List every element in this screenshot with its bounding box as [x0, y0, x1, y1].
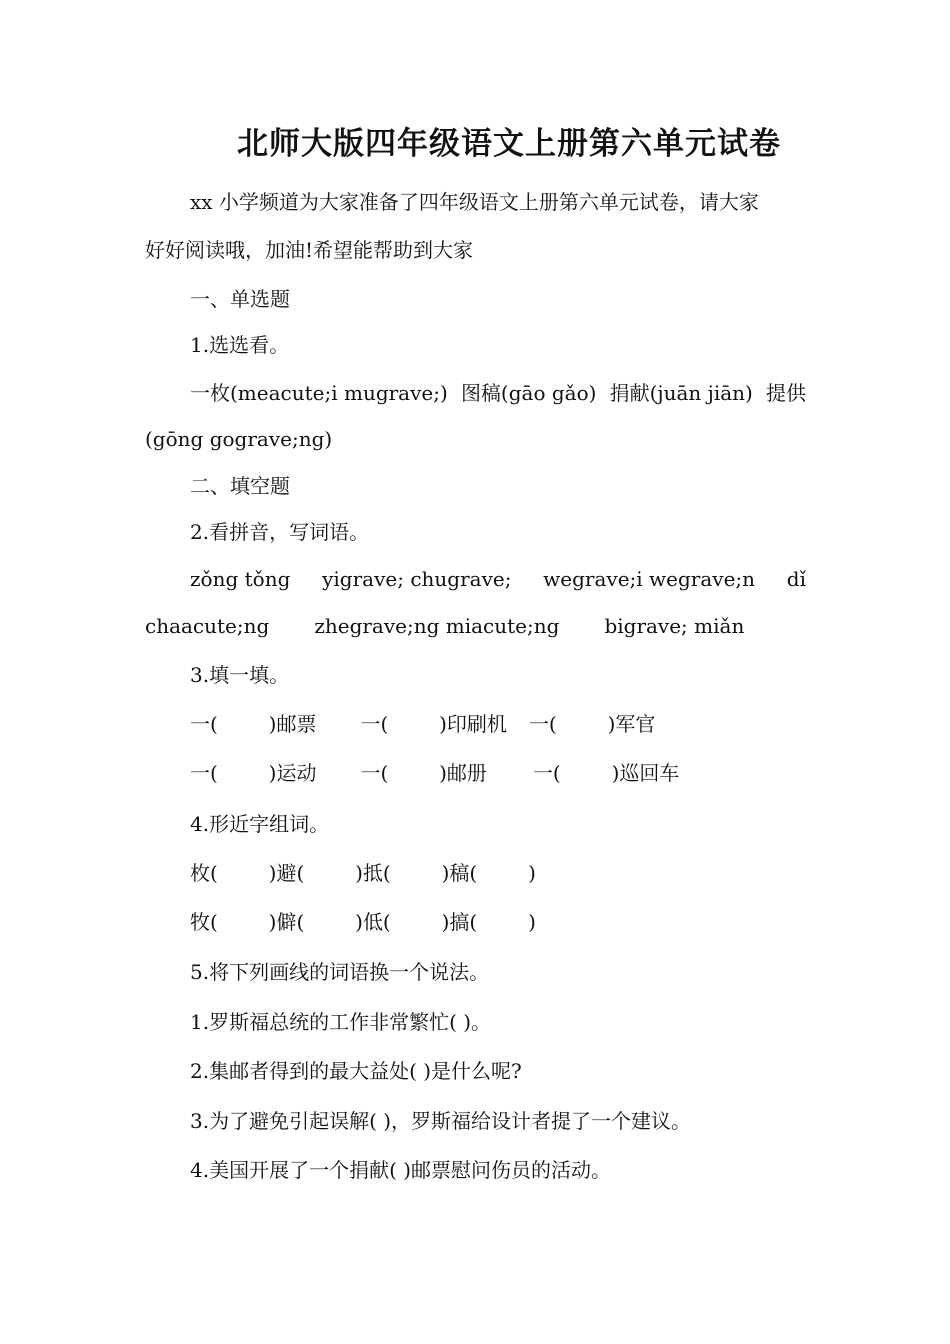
q1-option-4-pinyin: (gōng gograve;ng) — [145, 427, 333, 451]
section-heading-fill-blank: 二、填空题 — [190, 474, 290, 498]
q2-pinyin-row-1 — [190, 565, 806, 593]
q4-item-6: 僻( ) — [276, 910, 363, 934]
q2-pinyin-row-2 — [145, 612, 744, 640]
q4-item-1: 枚( ) — [190, 861, 277, 885]
q2-pinyin-4: dǐ — [786, 567, 806, 591]
q4-item-5: 牧( ) — [190, 910, 277, 934]
document-title: 北师大版四年级语文上册第六单元试卷 — [237, 126, 781, 162]
q5-sentence-4: 4.美国开展了一个捐献( )邮票慰问伤员的活动。 — [190, 1158, 612, 1182]
spacer — [269, 612, 314, 640]
q3-blank-2: 一( )印刷机 — [360, 712, 507, 736]
q3-row-1 — [190, 710, 655, 738]
q1-option-2: 图稿(gāo gǎo) — [460, 381, 597, 405]
question-4-label: 4.形近字组词。 — [190, 812, 330, 836]
q2-pinyin-2: yigrave; chugrave; — [322, 567, 512, 591]
q1-option-3: 捐献(juān jiān) — [609, 381, 753, 405]
q4-item-2: 避( ) — [276, 861, 363, 885]
spacer — [559, 612, 604, 640]
q5-sentence-1: 1.罗斯福总统的工作非常繁忙( )。 — [190, 1010, 492, 1034]
q2-pinyin-4-cont: chaacute;ng — [145, 614, 270, 638]
q1-option-4: 提供 — [765, 381, 806, 405]
q5-sentence-2: 2.集邮者得到的最大益处( )是什么呢? — [190, 1059, 522, 1083]
section-heading-single-choice: 一、单选题 — [190, 287, 290, 311]
question-2-label: 2.看拼音，写词语。 — [190, 520, 370, 544]
q4-item-8: 搞( ) — [449, 910, 536, 934]
intro-line-2: 好好阅读哦，加油!希望能帮助到大家 — [145, 238, 474, 262]
q4-row-1 — [190, 859, 536, 887]
q2-pinyin-3: wegrave;i wegrave;n — [543, 567, 756, 591]
q2-pinyin-6: bigrave; miǎn — [604, 614, 745, 638]
q2-pinyin-1: zǒng tǒng — [190, 567, 291, 591]
q3-blank-4: 一( )运动 — [190, 761, 317, 785]
q4-row-2 — [190, 908, 536, 936]
q4-item-3: 抵( ) — [362, 861, 450, 885]
question-1-label: 1.选选看。 — [190, 333, 290, 357]
q3-blank-1: 一( )邮票 — [190, 712, 317, 736]
question-1-options — [190, 379, 806, 407]
intro-line-1: xx 小学频道为大家准备了四年级语文上册第六单元试卷，请大家 — [190, 190, 759, 214]
q1-option-1: 一枚(meacute;i mugrave;) — [190, 381, 448, 405]
q4-item-7: 低( ) — [362, 910, 450, 934]
q2-pinyin-5: zhegrave;ng miacute;ng — [314, 614, 560, 638]
question-3-label: 3.填一填。 — [190, 663, 290, 687]
q3-row-2 — [190, 759, 679, 787]
q3-blank-6: 一( )巡回车 — [532, 761, 680, 785]
q5-sentence-3: 3.为了避免引起误解( )，罗斯福给设计者提了一个建议。 — [190, 1109, 692, 1133]
q4-item-4: 稿( ) — [449, 861, 536, 885]
q3-blank-5: 一( )邮册 — [360, 761, 487, 785]
q3-blank-3: 一( )军官 — [528, 712, 656, 736]
question-5-label: 5.将下列画线的词语换一个说法。 — [190, 960, 490, 984]
